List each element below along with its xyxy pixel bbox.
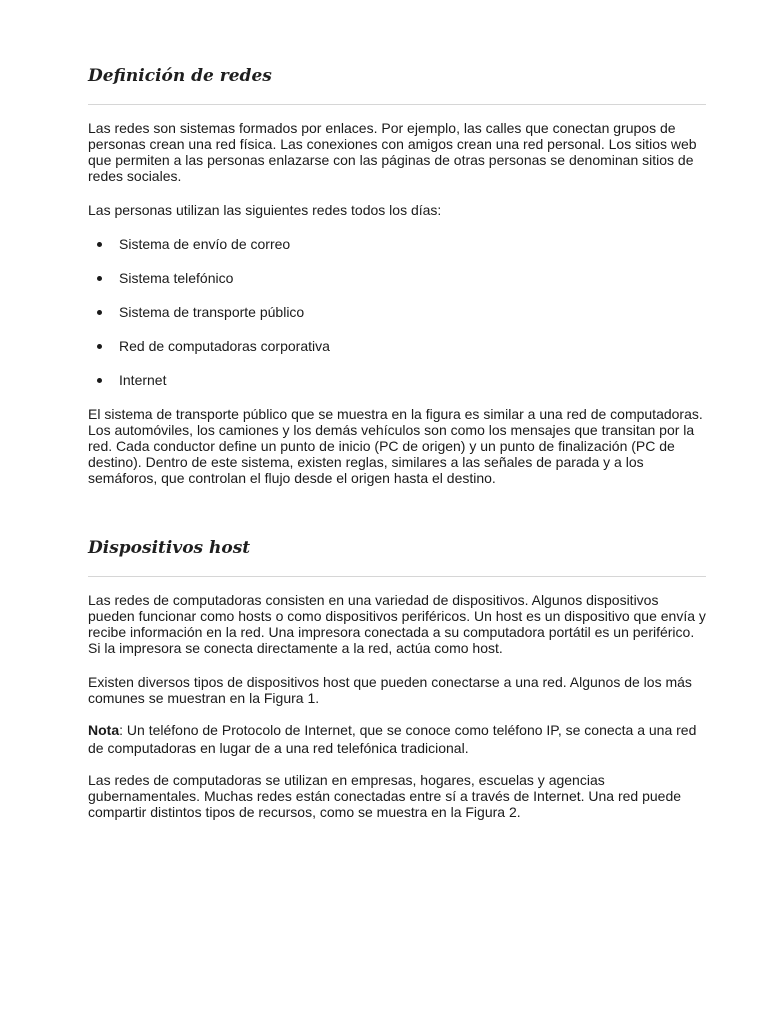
list-item-label: Red de computadoras corporativa <box>119 338 330 354</box>
list-item <box>88 304 706 320</box>
network-list <box>88 236 706 388</box>
paragraph-host-types: Existen diversos tipos de dispositivos host que pueden conectarse a una red. Algunos de los más comunes se muestran en la Figura 1. <box>88 674 692 706</box>
list-item <box>88 372 706 388</box>
note-text: : Un teléfono de Protocolo de Internet, que se conoce como teléfono IP, se conecta a una red de computadoras en lugar de a una red telefónica tradicional. <box>88 722 697 756</box>
paragraph-list-lead: Las personas utilizan las siguientes redes todos los días: <box>88 202 442 218</box>
section-divider <box>88 104 706 105</box>
section-divider <box>88 576 706 577</box>
list-item <box>88 236 706 252</box>
section-title-dispositivos: Dispositivos host <box>88 538 251 558</box>
bullet-icon <box>97 378 102 383</box>
paragraph-note <box>88 721 706 757</box>
list-item <box>88 338 706 354</box>
paragraph-devices: Las redes de computadoras consisten en una variedad de dispositivos. Algunos dispositivos pueden funcionar como hosts o como dispositivos periféricos. Un host es un dispositivo que envía y recibe información en la red. Una impresora conectada a su computadora portátil es un periférico. Si la impresora se conecta directamente a la red, actúa como host. <box>88 592 706 656</box>
bullet-icon <box>97 310 102 315</box>
bullet-icon <box>97 242 102 247</box>
paragraph-closing: El sistema de transporte público que se muestra en la figura es similar a una red de computadoras. Los automóviles, los camiones y los demás vehículos son como los mensajes que transitan por la red. Cada conductor define un punto de inicio (PC de origen) y un punto de finalización (PC de destino). Dentro de este sistema, existen reglas, similares a las señales de parada y a los semáforos, que controlan el flujo desde el origen hasta el destino. <box>88 406 703 486</box>
document-page <box>88 0 706 820</box>
list-item-label: Sistema de envío de correo <box>119 236 291 252</box>
paragraph-intro: Las redes son sistemas formados por enlaces. Por ejemplo, las calles que conectan grupos de personas crean una red física. Las conexiones con amigos crean una red personal. Los sitios web que permiten a las personas enlazarse con las páginas de otras personas se denominan sitios de redes sociales. <box>88 120 697 184</box>
list-item-label: Sistema de transporte público <box>119 304 305 320</box>
bullet-icon <box>97 344 102 349</box>
note-label: Nota <box>88 722 120 738</box>
list-item-label: Internet <box>119 372 167 388</box>
paragraph-uses: Las redes de computadoras se utilizan en empresas, hogares, escuelas y agencias gubernamentales. Muchas redes están conectadas entre sí a través de Internet. Una red puede compartir distintos tipos de recursos, como se muestra en la Figura 2. <box>88 772 682 820</box>
list-item-label: Sistema telefónico <box>119 270 234 286</box>
bullet-icon <box>97 276 102 281</box>
list-item <box>88 270 706 286</box>
section-title-definicion: Definición de redes <box>88 66 272 86</box>
